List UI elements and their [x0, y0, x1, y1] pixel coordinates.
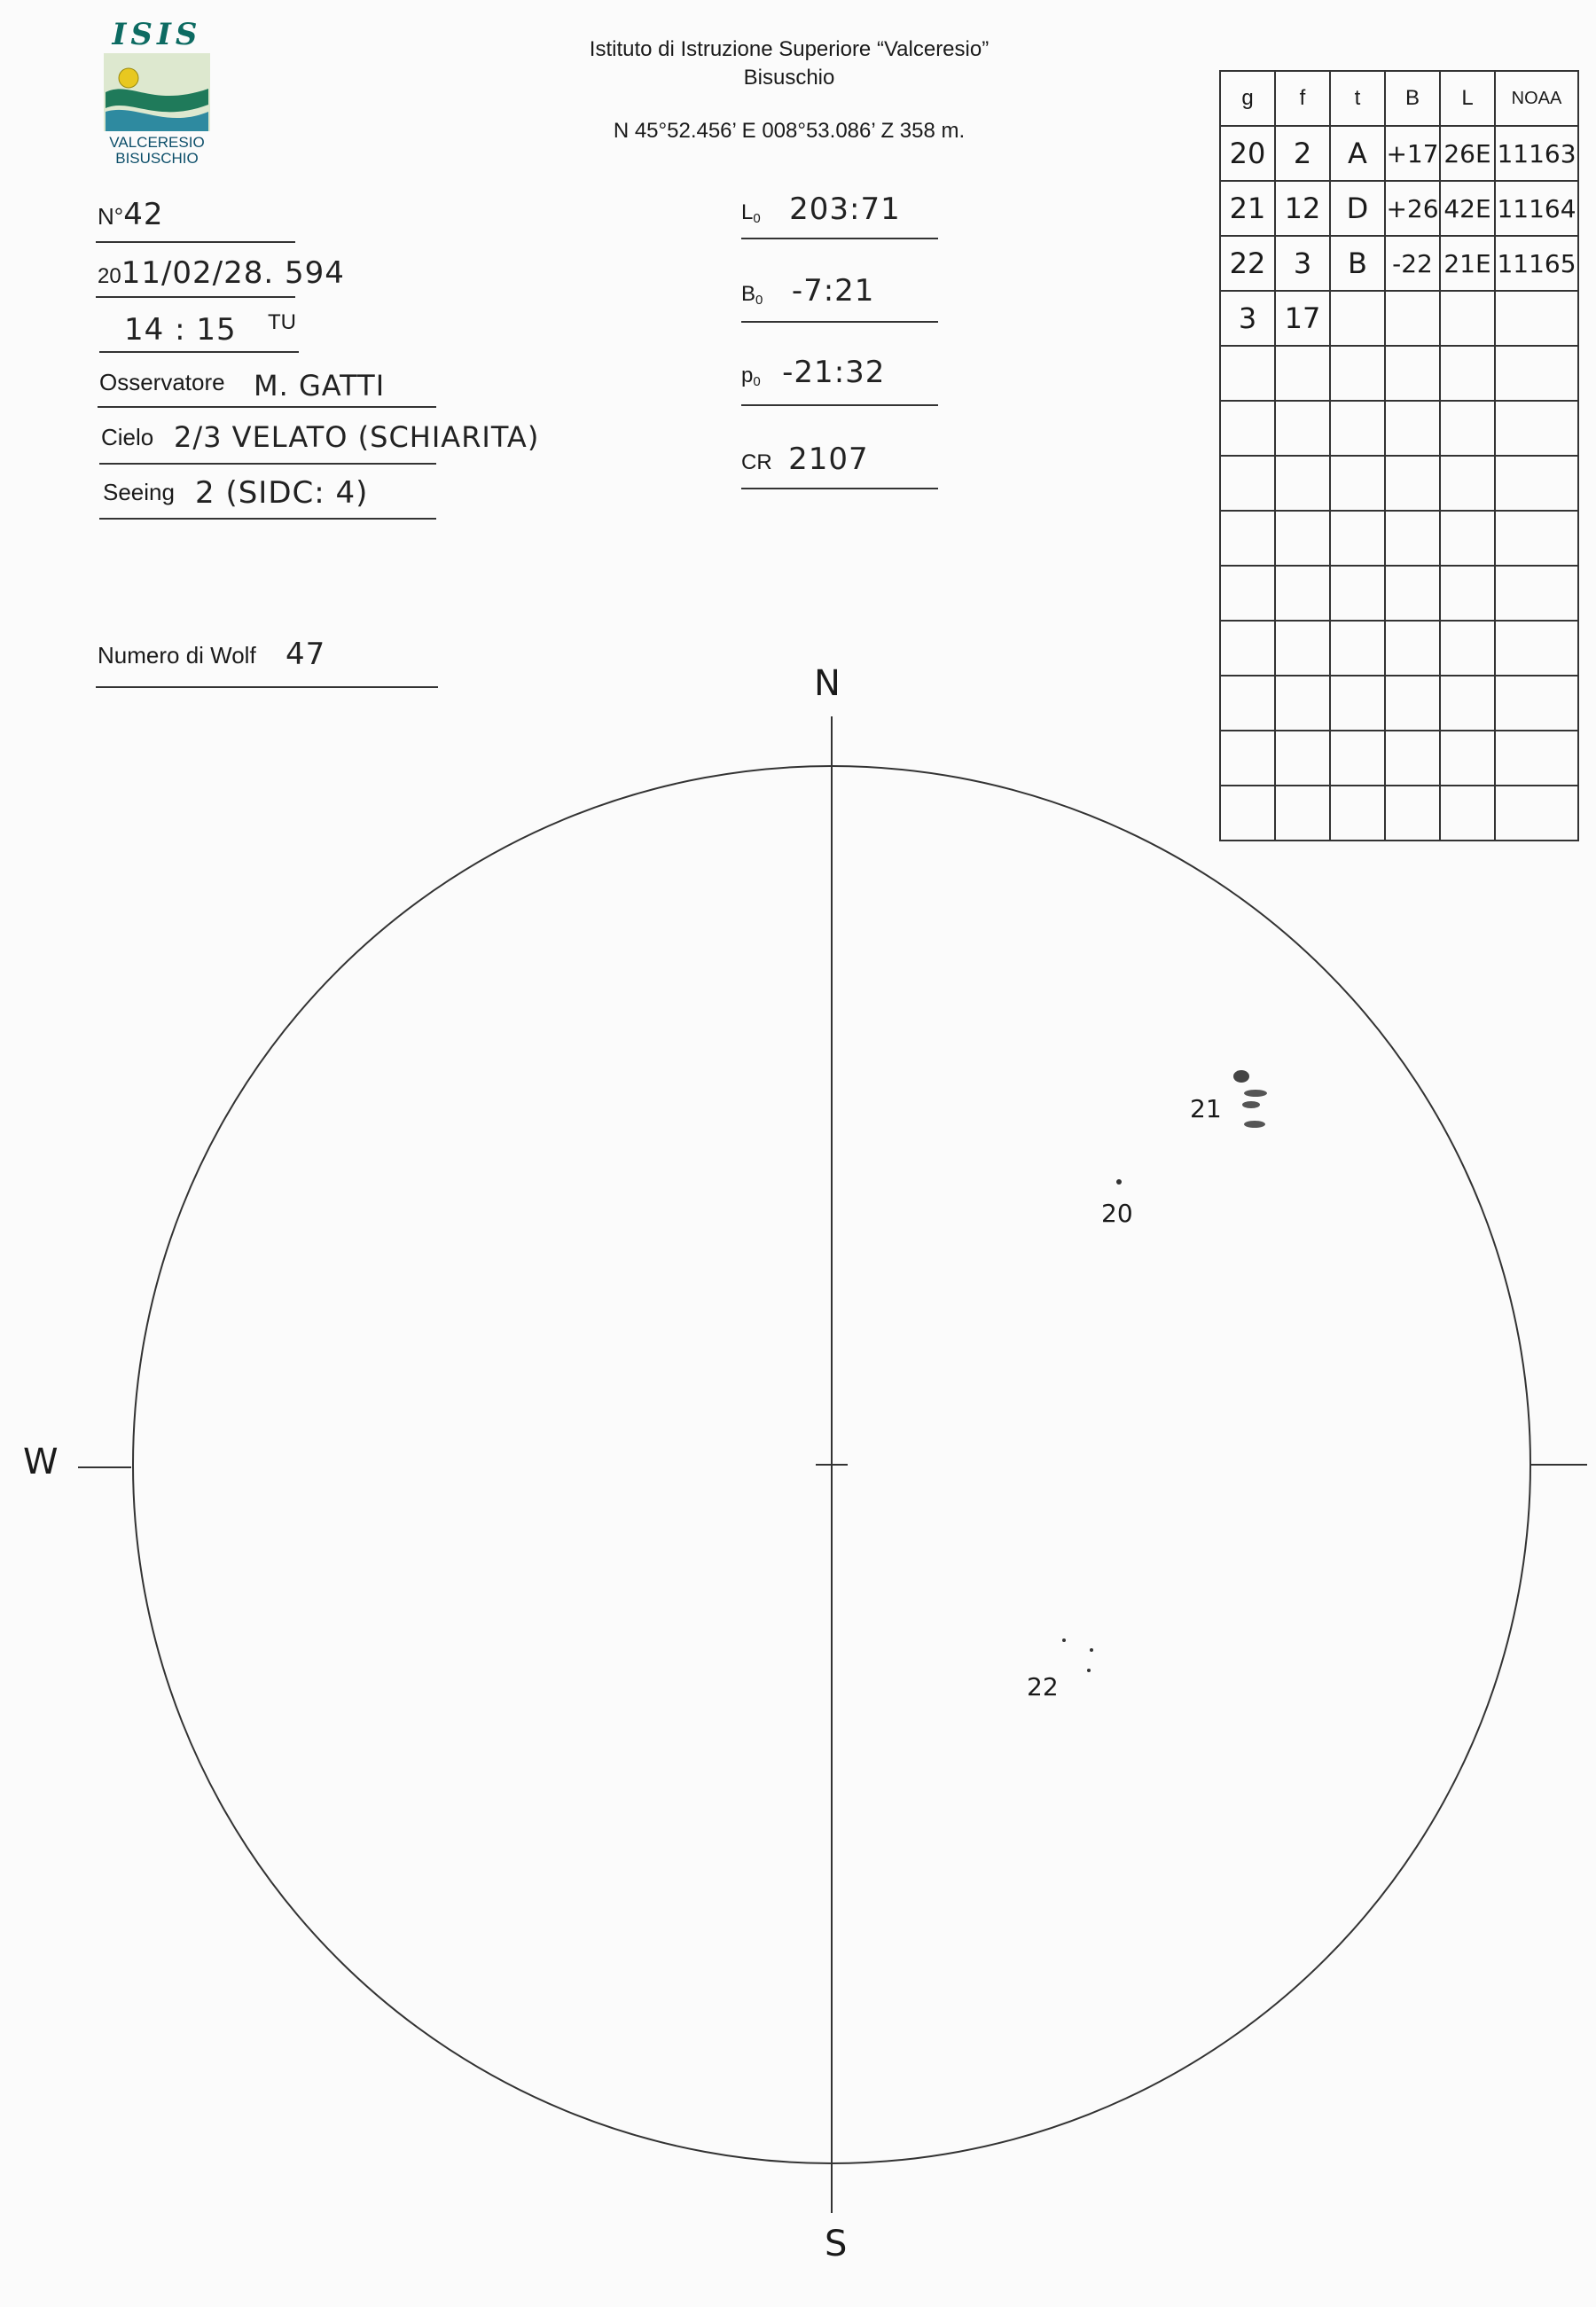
table-cell: 12 [1275, 181, 1330, 236]
table-cell: D [1330, 181, 1385, 236]
L0-label: L [741, 200, 754, 224]
group-21-label: 21 [1190, 1094, 1222, 1123]
table-cell: 11163 [1495, 126, 1578, 181]
group-22-label: 22 [1027, 1672, 1059, 1701]
L0-subscript: 0 [753, 211, 761, 227]
logo-name-line1: VALCERESIO [109, 134, 205, 151]
sunspot [1062, 1638, 1066, 1642]
col-g: g [1220, 71, 1275, 126]
CR-label: CR [741, 450, 772, 474]
wolf-label: Numero di Wolf [98, 642, 256, 669]
institute-town: Bisuschio [743, 66, 835, 90]
sunspot [1244, 1090, 1267, 1097]
table-cell: +17 [1385, 126, 1440, 181]
col-NOAA: NOAA [1495, 71, 1578, 126]
record-date-value: 11/02/28. 594 [121, 255, 345, 291]
seeing-label: Seeing [103, 479, 175, 505]
sunspot [1116, 1179, 1122, 1185]
sunspot [1242, 1101, 1260, 1108]
table-cell: B [1330, 236, 1385, 291]
logo-wordmark: ISIS [112, 17, 202, 52]
B0-subscript: 0 [755, 293, 763, 309]
P0-label: p [741, 364, 754, 387]
record-date-prefix: 20 [98, 264, 121, 288]
south-label: S [825, 2224, 848, 2264]
P0-subscript: 0 [753, 374, 761, 390]
record-time-value: 14 : 15 [124, 312, 237, 348]
wolf-value: 47 [286, 637, 326, 672]
table-cell: 11165 [1495, 236, 1578, 291]
observer-value: M. GATTI [254, 369, 386, 403]
west-label: W [23, 1442, 59, 1482]
north-label: N [814, 663, 841, 704]
sunspot [1087, 1669, 1091, 1672]
seeing-value: 2 (SIDC: 4) [195, 475, 369, 511]
table-cell: 21E [1440, 236, 1495, 291]
observatory-coordinates: N 45°52.456’ E 008°53.086’ Z 358 m. [613, 119, 966, 143]
col-L: L [1440, 71, 1495, 126]
CR-value: 2107 [788, 442, 869, 477]
table-cell: 17 [1275, 291, 1330, 346]
table-cell: 11164 [1495, 181, 1578, 236]
col-f: f [1275, 71, 1330, 126]
B0-label: B [741, 282, 756, 306]
table-cell: 26E [1440, 126, 1495, 181]
table-cell: A [1330, 126, 1385, 181]
observer-label: Osservatore [99, 369, 225, 395]
sky-label: Cielo [101, 424, 154, 450]
table-cell: 3 [1220, 291, 1275, 346]
sunspot [1244, 1121, 1265, 1128]
logo-name-line2: BISUSCHIO [115, 150, 199, 167]
L0-value: 203:71 [789, 192, 901, 227]
B0-value: -7:21 [791, 273, 875, 309]
table-cell: 2 [1275, 126, 1330, 181]
sunspot [1090, 1648, 1093, 1652]
table-cell: 20 [1220, 126, 1275, 181]
col-B: B [1385, 71, 1440, 126]
sky-value: 2/3 VELATO (SCHIARITA) [174, 420, 540, 454]
table-cell: 22 [1220, 236, 1275, 291]
table-cell: 42E [1440, 181, 1495, 236]
record-number-value: 42 [123, 197, 164, 232]
table-cell: +26 [1385, 181, 1440, 236]
table-cell: -22 [1385, 236, 1440, 291]
sunspot [1233, 1070, 1249, 1083]
col-t: t [1330, 71, 1385, 126]
record-number-label: N° [98, 203, 124, 230]
P0-value: -21:32 [782, 355, 886, 390]
table-cell: 21 [1220, 181, 1275, 236]
table-cell: 3 [1275, 236, 1330, 291]
institute-title: Istituto di Istruzione Superiore “Valceresio” [589, 37, 990, 61]
record-time-unit: TU [268, 310, 296, 334]
group-20-label: 20 [1101, 1199, 1133, 1228]
